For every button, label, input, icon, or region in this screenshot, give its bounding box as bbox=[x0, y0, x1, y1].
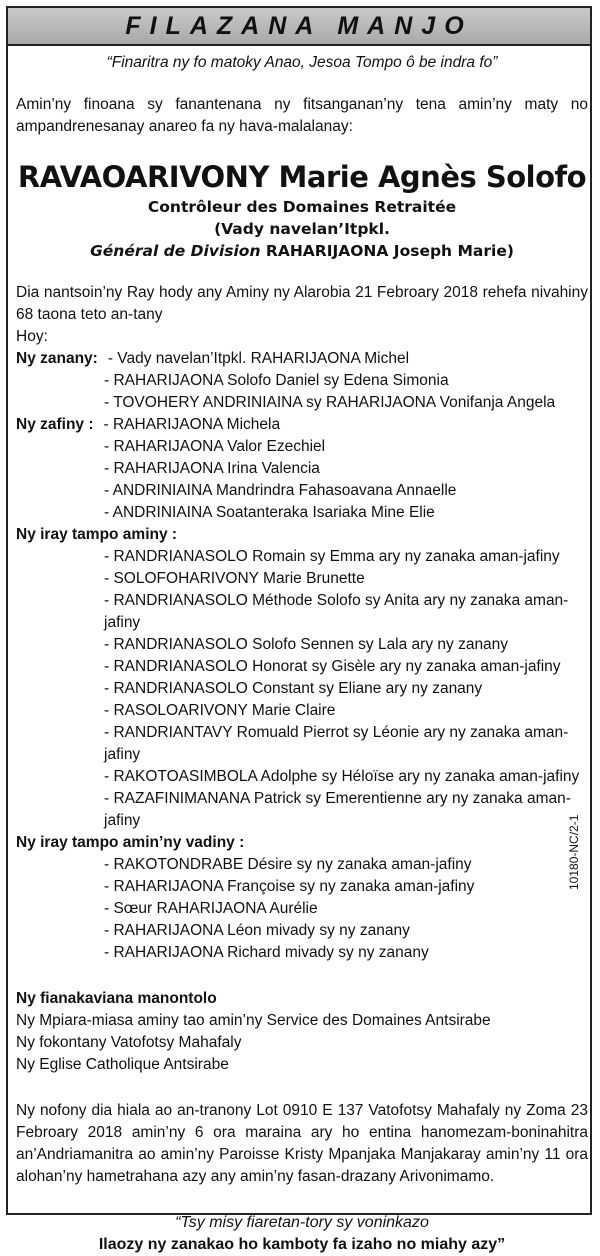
inlaws-label: Ny iray tampo amin’ny vadiny : bbox=[16, 834, 245, 851]
grandchildren-section bbox=[16, 414, 588, 436]
list-item: Ny Mpiara-miasa aminy tao amin’ny Service des Domaines Antsirabe bbox=[16, 1012, 491, 1029]
deceased-title: Contrôleur des Domaines Retraitée bbox=[147, 198, 457, 216]
spouse-name: RAHARIJAONA Joseph Marie bbox=[265, 242, 507, 260]
side-reference-code: 10180-NC/2-1 bbox=[567, 814, 581, 890]
list-item: - RANDRIANTAVY Romuald Pierrot sy Léonie ary ny zanaka aman-jafiny bbox=[104, 724, 569, 763]
header-title: FILAZANA MANJO bbox=[125, 11, 473, 40]
closing-quote-line2: Ilaozy ny zanakao ho kamboty fa izaho no miahy azy” bbox=[98, 1236, 506, 1253]
list-item: - RANDRIANASOLO Romain sy Emma ary ny zanaka aman-jafiny bbox=[104, 548, 560, 565]
epigraph: “Finaritra ny fo matoky Anao, Jesoa Tompo ô be indra fo” bbox=[106, 54, 498, 71]
hoy-label: Hoy: bbox=[16, 328, 48, 345]
list-item: - RAKOTONDRABE Désire sy ny zanaka aman-jafiny bbox=[104, 856, 472, 873]
list-item: - RANDRIANASOLO Solofo Sennen sy Lala ary ny zanany bbox=[104, 636, 509, 653]
siblings-label: Ny iray tampo aminy : bbox=[16, 526, 178, 543]
children-section bbox=[16, 348, 588, 370]
list-item: - RAHARIJAONA Valor Ezechiel bbox=[104, 438, 326, 455]
list-item: - ANDRINIAINA Mandrindra Fahasoavana Annaelle bbox=[104, 482, 457, 499]
children-label: Ny zanany: bbox=[16, 350, 98, 367]
notice-body bbox=[16, 52, 588, 1256]
death-notice: Dia nantsoin’ny Ray hody any Aminy ny Alarobia 21 Febroary 2018 rehefa nivahiny 68 taona teto an-tany bbox=[16, 284, 588, 323]
list-item: - RAHARIJAONA Irina Valencia bbox=[104, 460, 320, 477]
list-item: Ny fokontany Vatofotsy Mahafaly bbox=[16, 1034, 242, 1051]
closing-quote-line1: “Tsy misy fiaretan-tory sy voninkazo bbox=[175, 1214, 429, 1231]
list-item: - RAHARIJAONA Solofo Daniel sy Edena Simonia bbox=[104, 372, 449, 389]
list-item: - RAHARIJAONA Léon mivady sy ny zanany bbox=[104, 922, 410, 939]
burial-paragraph: Ny nofony dia hiala ao an-tranony Lot 0910 E 137 Vatofotsy Mahafaly ny Zoma 23 Febroary 2018 amin’ny 6 ora maraina ary ho entina hanomezam-boninahitra an’Andriamanitra ao amin’ny Paroisse Kristy Mpanjaka Manjakaray amin’ny 11 ora alohan’ny hametrahana azy any amin’ny fasan-drazany Arivonimamo. bbox=[16, 1102, 588, 1185]
families-label: Ny fianakaviana manontolo bbox=[16, 990, 217, 1007]
list-item: - RANDRIANASOLO Constant sy Eliane ary ny zanany bbox=[104, 680, 483, 697]
list-item: - RAHARIJAONA Michela bbox=[103, 416, 281, 433]
spouse-rank: Général de Division bbox=[90, 242, 261, 260]
list-item: - RANDRIANASOLO Méthode Solofo sy Anita ary ny zanaka aman-jafiny bbox=[104, 592, 569, 631]
notice-header bbox=[8, 8, 590, 46]
spouse-close-paren: ) bbox=[506, 242, 514, 260]
list-item: - RAHARIJAONA Richard mivady sy ny zanany bbox=[104, 944, 429, 961]
list-item: - RAKOTOASIMBOLA Adolphe sy Héloïse ary ny zanaka aman-jafiny bbox=[104, 768, 580, 785]
intro-paragraph: Amin’ny finoana sy fanantenana ny fitsanganan’ny tena amin’ny maty no ampandrenesanay anareo fa ny hava-malalanay: bbox=[16, 96, 588, 135]
list-item: - Vady navelan’Itpkl. RAHARIJAONA Michel bbox=[107, 350, 410, 367]
deceased-spouse-name-line bbox=[16, 240, 588, 262]
list-item: - RANDRIANASOLO Honorat sy Gisèle ary ny zanaka aman-jafiny bbox=[104, 658, 561, 675]
list-item: - RAHARIJAONA Françoise sy ny zanaka aman-jafiny bbox=[104, 878, 475, 895]
list-item: - ANDRINIAINA Soatanteraka Isariaka Mine Elie bbox=[104, 504, 435, 521]
deceased-spouse-line: (Vady navelan’Itpkl. bbox=[214, 220, 390, 238]
list-item: - Sœur RAHARIJAONA Aurélie bbox=[104, 900, 318, 917]
list-item: - SOLOFOHARIVONY Marie Brunette bbox=[104, 570, 365, 587]
list-item: - RASOLOARIVONY Marie Claire bbox=[104, 702, 336, 719]
list-item: - TOVOHERY ANDRINIAINA sy RAHARIJAONA Vonifanja Angela bbox=[104, 394, 556, 411]
list-item: - RAZAFINIMANANA Patrick sy Emerentienne ary ny zanaka aman-jafiny bbox=[104, 790, 571, 829]
deceased-name: RAVAOARIVONY Marie Agnès Solofo bbox=[17, 160, 587, 194]
grandchildren-label: Ny zafiny : bbox=[16, 416, 94, 433]
list-item: Ny Eglise Catholique Antsirabe bbox=[16, 1056, 229, 1073]
